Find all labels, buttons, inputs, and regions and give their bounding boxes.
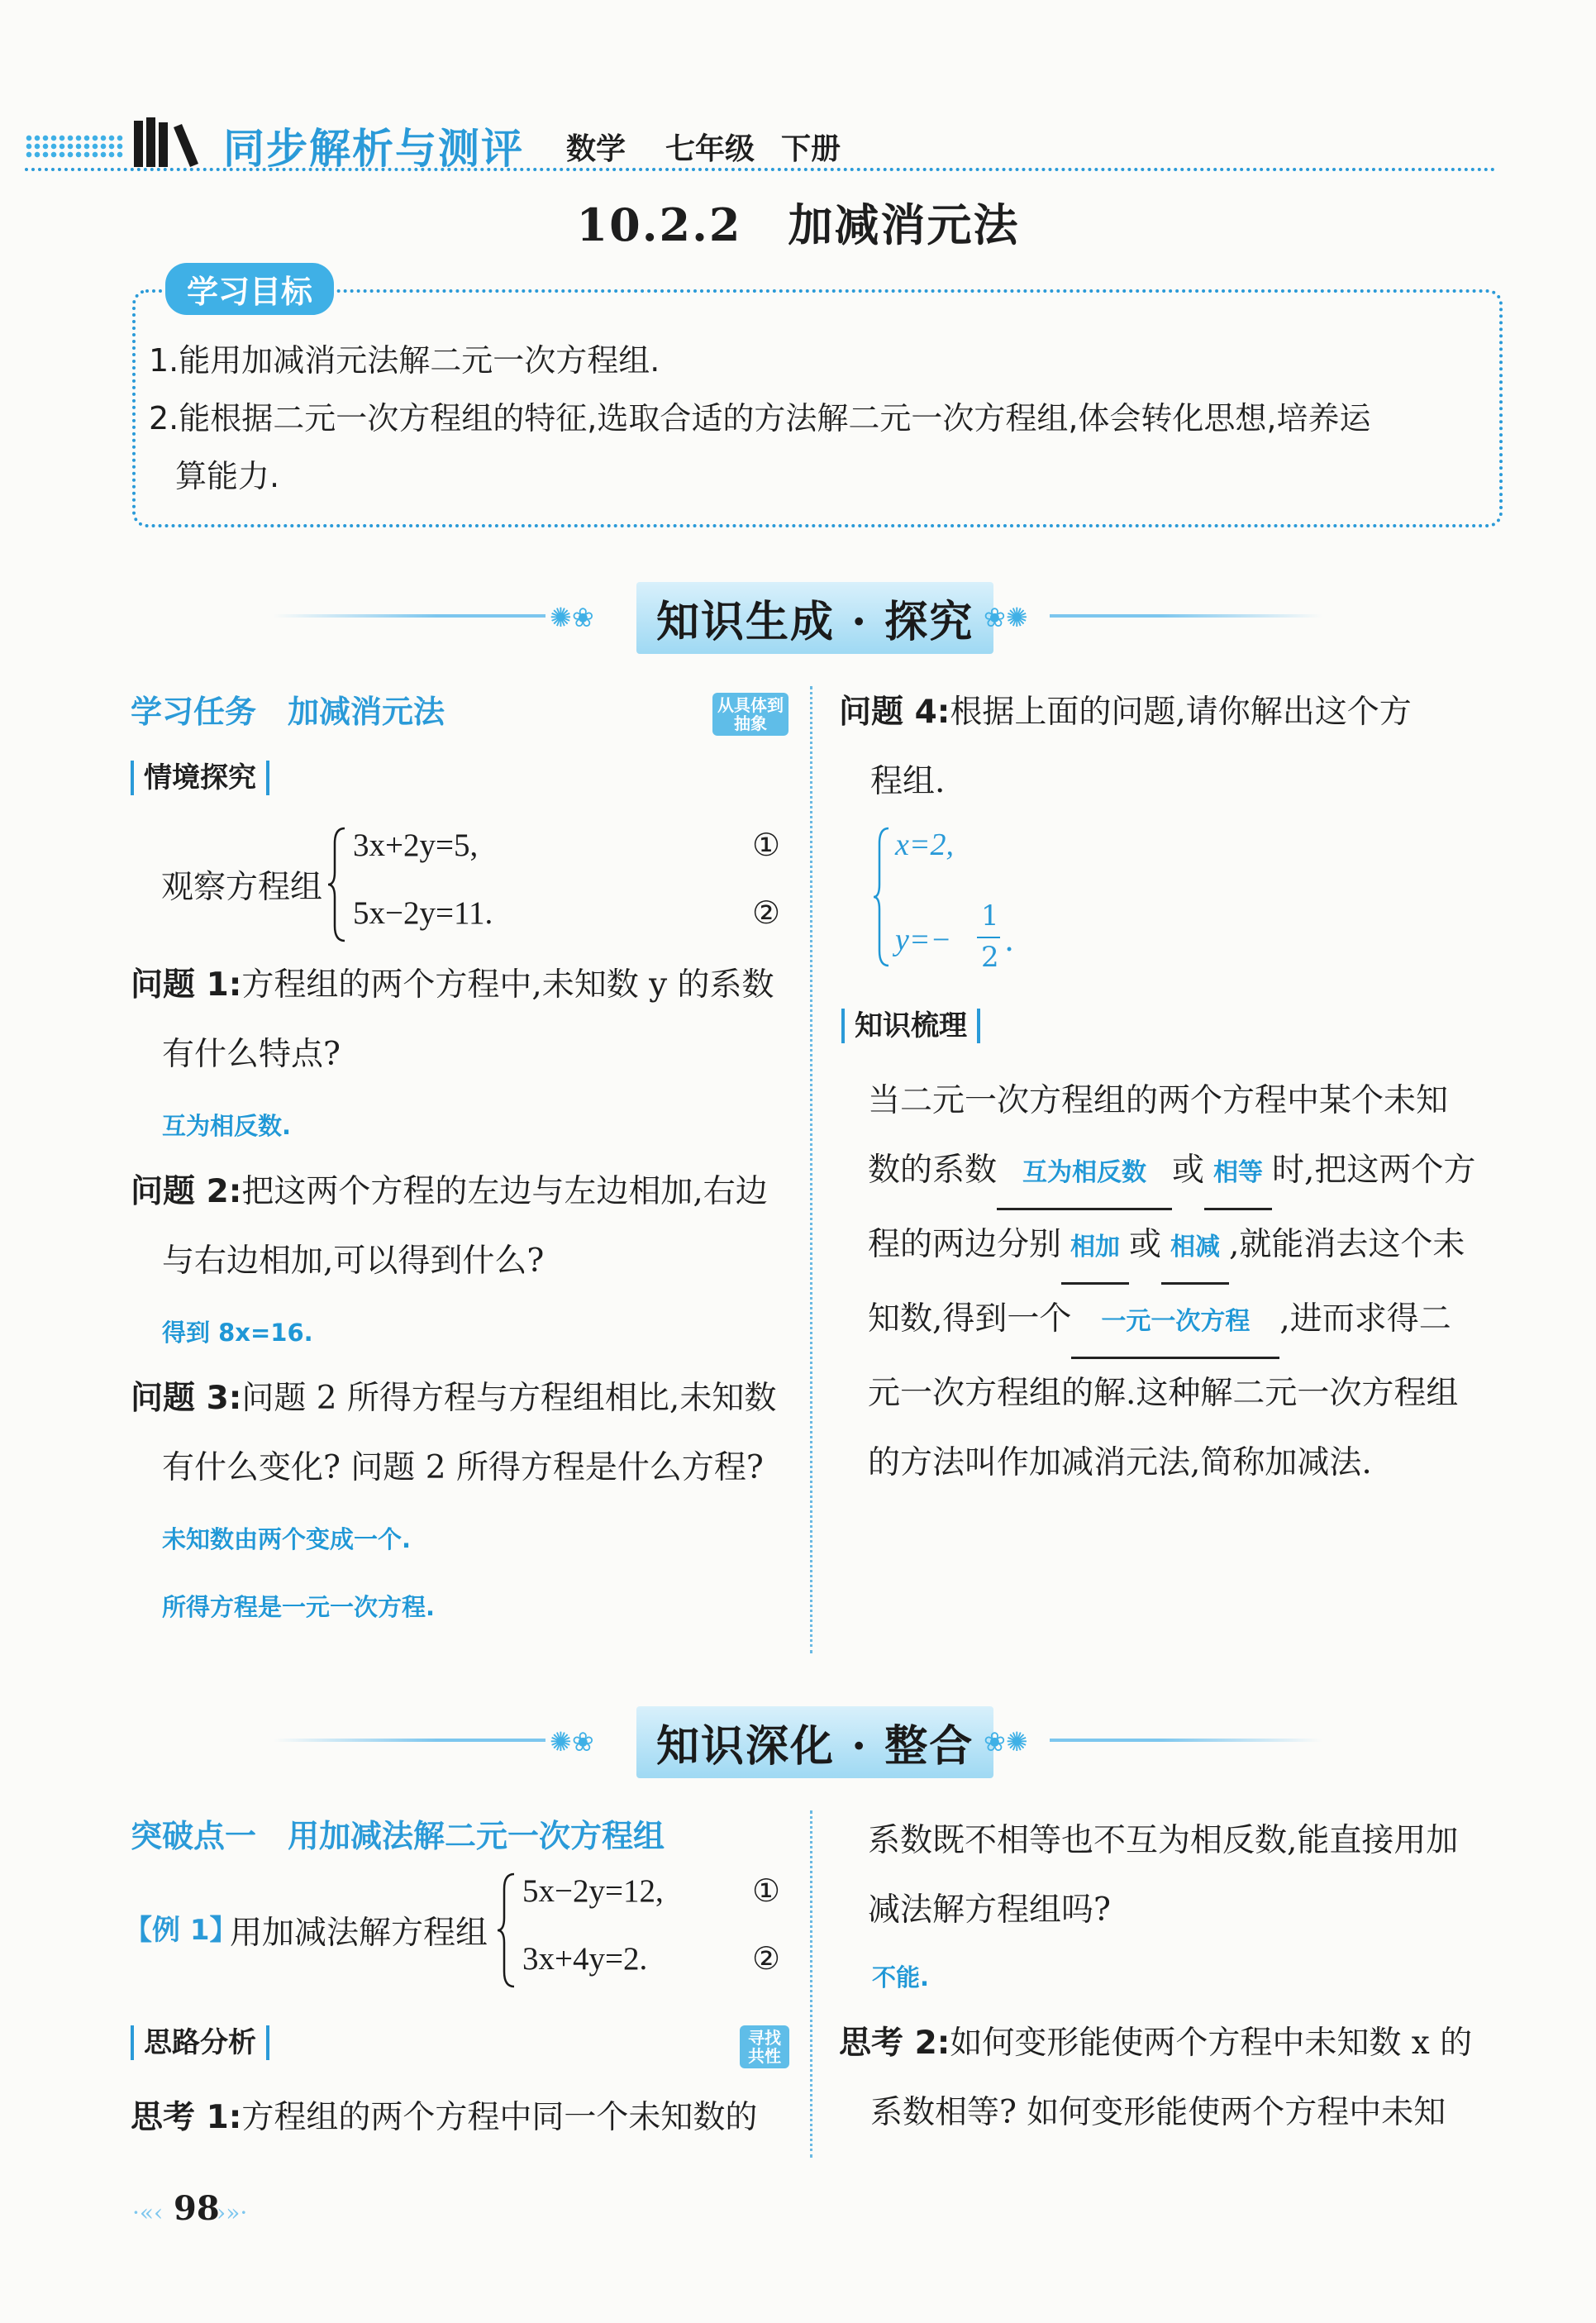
band-2-line-right xyxy=(1050,1739,1322,1742)
equation-1-number: ① xyxy=(752,827,781,863)
equation-2: 5x−2y=11. xyxy=(353,895,493,931)
solution-fraction-numerator: 1 xyxy=(981,899,999,933)
observe-text: 观察方程组 xyxy=(161,869,323,906)
think-1-text: 方程组的两个方程中同一个未知数的 xyxy=(241,2099,758,2136)
volume-label: 下册 xyxy=(781,132,841,166)
solution-fraction-bar xyxy=(977,937,1000,938)
question-2 xyxy=(131,1157,792,1296)
band-2-title: 知识深化 · 整合 xyxy=(636,1706,993,1778)
knowledge-line-5: 元一次方程组的解.这种解二元一次方程组 xyxy=(868,1375,1459,1412)
question-3-label: 问题 3: xyxy=(131,1380,242,1417)
scene-label: 情境探究 xyxy=(131,761,269,795)
swirl-right-icon: ❀✺ xyxy=(984,602,1028,633)
example-brace xyxy=(496,1872,517,1988)
objective-item-3: 算能力. xyxy=(175,458,280,494)
knowledge-line-6: 的方法叫作加减消元法,简称加减法. xyxy=(868,1444,1372,1481)
header-dots-decoration xyxy=(25,134,124,159)
commonality-tag: 寻找共性 xyxy=(740,2025,789,2068)
subject-label: 数学 xyxy=(566,132,626,166)
answer-2: 得到 8x=16. xyxy=(162,1319,313,1347)
question-3-text-2: 有什么变化? 问题 2 所得方程是什么方程? xyxy=(162,1449,764,1486)
band-2 xyxy=(273,1703,1322,1777)
swirl-left-icon: ✺❀ xyxy=(550,602,594,633)
knowledge-paragraph xyxy=(868,1066,1513,1498)
think-1 xyxy=(131,2083,808,2153)
knowledge-line-2: 数的系数 互为相反数 或 相等 时,把这两个方 xyxy=(868,1136,1513,1210)
solution-x: x=2, xyxy=(895,828,955,862)
question-1 xyxy=(131,951,792,1090)
think-1-label: 思考 1: xyxy=(131,2099,242,2136)
header-rule xyxy=(25,168,1496,171)
knowledge-line-3: 程的两边分别 相加 或 相减 ,就能消去这个未 xyxy=(868,1210,1513,1285)
right-2-line-2: 减法解方程组吗? xyxy=(868,1891,1111,1929)
question-1-text-2: 有什么特点? xyxy=(162,1036,341,1073)
band-1-title: 知识生成 · 探究 xyxy=(636,582,993,654)
swirl-right-icon-2: ❀✺ xyxy=(984,1726,1028,1758)
objective-item-2: 2.能根据二元一次方程组的特征,选取合适的方法解二元一次方程组,体会转化思想,培养运 xyxy=(149,400,1371,436)
column-divider-2 xyxy=(810,1810,812,2158)
question-2-text: 把这两个方程的左边与左边相加,右边 xyxy=(241,1173,768,1210)
question-1-label: 问题 1: xyxy=(131,966,242,1004)
section-title: 10.2.2 加减消元法 xyxy=(576,198,1020,251)
blank-1: 互为相反数 xyxy=(997,1136,1172,1210)
observe-system xyxy=(161,827,789,951)
question-2-label: 问题 2: xyxy=(131,1173,242,1210)
right-2-line-1: 系数既不相等也不互为相反数,能直接用加 xyxy=(868,1822,1459,1859)
example-equation-2: 3x+4y=2. xyxy=(522,1941,648,1977)
band-1 xyxy=(273,579,1322,653)
objective-item-1: 1.能用加减消元法解二元一次方程组. xyxy=(149,342,660,379)
blank-4: 相减 xyxy=(1161,1210,1229,1285)
brand-title: 同步解析与测评 xyxy=(223,125,524,173)
analysis-label: 思路分析 xyxy=(131,2025,269,2060)
example-label: 【例 1】 xyxy=(124,1914,238,1947)
abstraction-tag: 从具体到抽象 xyxy=(712,693,788,736)
example-equation-1: 5x−2y=12, xyxy=(522,1873,664,1909)
solution-brace xyxy=(872,827,892,967)
question-4-text-2: 程组. xyxy=(870,763,946,800)
question-3 xyxy=(131,1364,808,1503)
think-2-text: 如何变形能使两个方程中未知数 x 的 xyxy=(950,2025,1473,2062)
answer-3-line-1: 未知数由两个变成一个. xyxy=(162,1525,412,1553)
column-divider-1 xyxy=(810,686,812,1653)
solution-y: y=− xyxy=(895,923,952,957)
blank-5: 一元一次方程 xyxy=(1071,1285,1279,1359)
question-2-text-2: 与右边相加,可以得到什么? xyxy=(162,1243,545,1280)
knowledge-line-1: 当二元一次方程组的两个方程中某个未知 xyxy=(868,1082,1449,1119)
answer-cannot: 不能. xyxy=(872,1963,930,1991)
header xyxy=(25,116,1496,174)
solution-fraction-denominator: 2 xyxy=(981,941,999,974)
blank-3: 相加 xyxy=(1061,1210,1129,1285)
band-1-line-left xyxy=(273,614,545,618)
grade-label: 七年级 xyxy=(665,132,755,166)
question-4-text: 根据上面的问题,请你解出这个方 xyxy=(950,694,1412,731)
example-equation-2-number: ② xyxy=(752,1940,781,1977)
example-text: 用加减法解方程组 xyxy=(230,1915,488,1952)
solution-system xyxy=(872,827,1120,975)
think-2-text-2: 系数相等? 如何变形能使两个方程中未知 xyxy=(870,2094,1446,2131)
think-2 xyxy=(839,2009,1517,2148)
solution-period: . xyxy=(1004,922,1015,958)
knowledge-line-4: 知数,得到一个 一元一次方程 ,进而求得二 xyxy=(868,1285,1513,1359)
swirl-left-icon-2: ✺❀ xyxy=(550,1726,594,1758)
page-number: 98 xyxy=(174,2189,220,2228)
knowledge-label: 知识梳理 xyxy=(841,1009,980,1043)
answer-1: 互为相反数. xyxy=(162,1112,292,1140)
left-brace xyxy=(326,827,348,942)
question-4-label: 问题 4: xyxy=(839,694,950,731)
objectives-label: 学习目标 xyxy=(165,263,334,315)
example-equation-1-number: ① xyxy=(752,1872,781,1909)
equation-2-number: ② xyxy=(752,894,781,931)
question-4 xyxy=(839,678,1500,817)
footer-left-ornament: ·«‹ xyxy=(132,2199,164,2226)
band-1-line-right xyxy=(1050,614,1322,618)
question-1-text: 方程组的两个方程中,未知数 y 的系数 xyxy=(241,966,774,1004)
right-2-text xyxy=(868,1806,1513,1945)
task-heading: 学习任务 加减消元法 xyxy=(131,694,445,730)
footer-right-ornament: ›»· xyxy=(217,2199,248,2226)
band-2-line-left xyxy=(273,1739,545,1742)
example-1 xyxy=(124,1872,793,1996)
books-icon xyxy=(132,116,211,169)
blank-2: 相等 xyxy=(1204,1136,1272,1210)
answer-3-line-2: 所得方程是一元一次方程. xyxy=(162,1593,436,1621)
breakthrough-heading: 突破点一 用加减法解二元一次方程组 xyxy=(131,1818,665,1854)
think-2-label: 思考 2: xyxy=(839,2025,950,2062)
equation-1: 3x+2y=5, xyxy=(353,828,479,863)
question-3-text: 问题 2 所得方程与方程组相比,未知数 xyxy=(241,1380,777,1417)
